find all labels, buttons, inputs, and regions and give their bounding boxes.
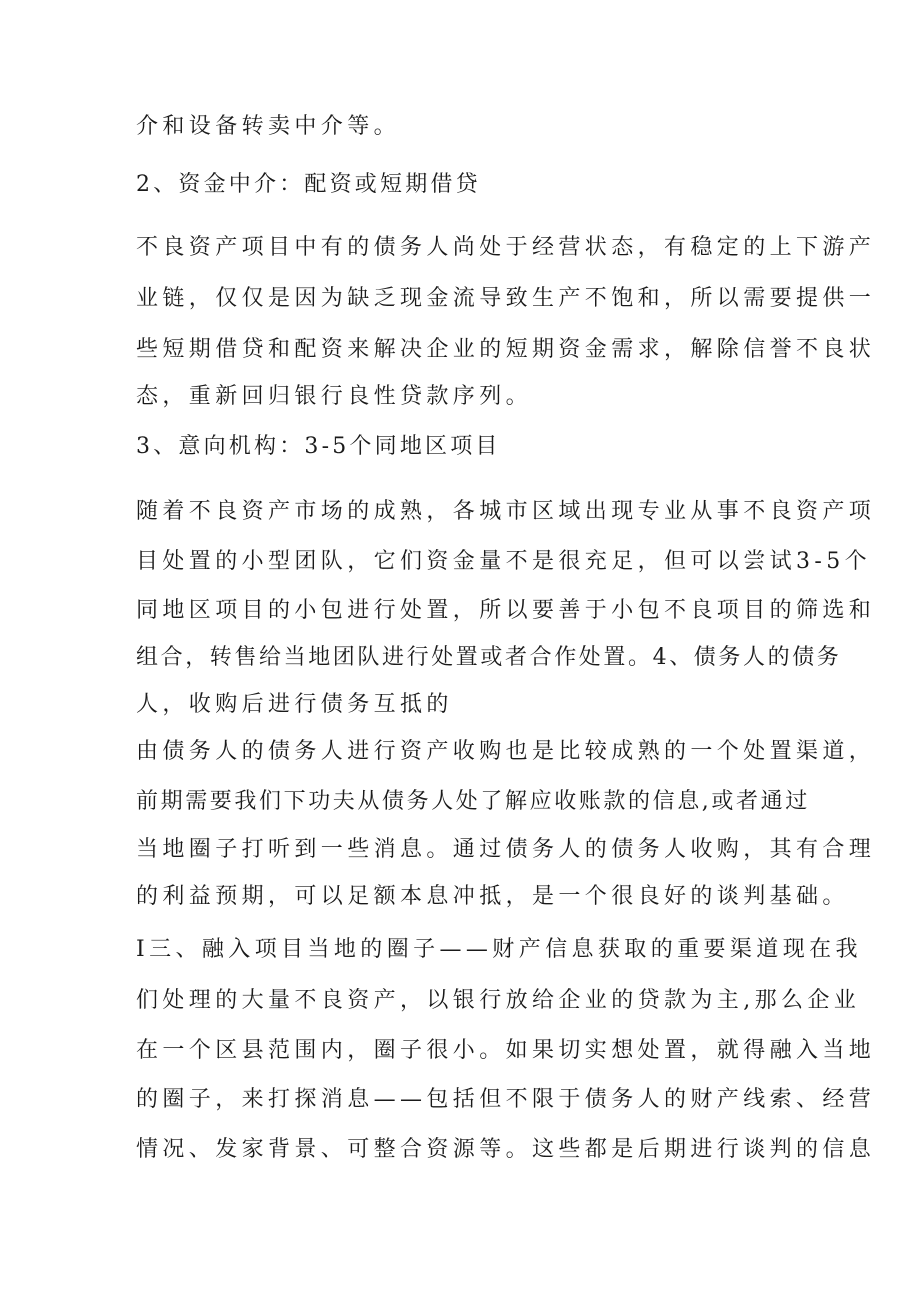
paragraph-line: 人，收购后进行债务互抵的 bbox=[136, 692, 453, 717]
paragraph-line: 当地圈子打听到一些消息。通过债务人的债务人收购，其有合理 bbox=[136, 837, 876, 862]
paragraph-line: 目处置的小型团队，它们资金量不是很充足，但可以尝试3-5个 bbox=[136, 549, 872, 574]
paragraph-line: 介和设备转卖中介等。 bbox=[136, 114, 401, 139]
paragraph-line: 些短期借贷和配资来解决企业的短期资金需求，解除信誉不良状 bbox=[136, 337, 876, 362]
paragraph-line: 情况、发家背景、可整合资源等。这些都是后期进行谈判的信息 bbox=[136, 1137, 876, 1162]
paragraph-line: 的利益预期，可以足额本息冲抵，是一个很良好的谈判基础。 bbox=[136, 884, 849, 909]
paragraph-line: 随着不良资产市场的成熟，各城市区域出现专业从事不良资产项 bbox=[136, 499, 876, 524]
paragraph-line: 不良资产项目中有的债务人尚处于经营状态，有稳定的上下游产 bbox=[136, 235, 876, 260]
paragraph-line: 在一个区县范围内，圈子很小。如果切实想处置，就得融入当地 bbox=[136, 1038, 876, 1063]
paragraph-line: 同地区项目的小包进行处置，所以要善于小包不良项目的筛选和 bbox=[136, 598, 876, 623]
paragraph-line: 的圈子，来打探消息——包括但不限于债务人的财产线索、经营 bbox=[136, 1087, 876, 1112]
paragraph-line: 组合，转售给当地团队进行处置或者合作处置。4、债务人的债务 bbox=[136, 645, 842, 670]
paragraph-line: 们处理的大量不良资产，以银行放给企业的贷款为主,那么企业 bbox=[136, 988, 861, 1013]
paragraph-line: 前期需要我们下功夫从债务人处了解应收账款的信息,或者通过 bbox=[136, 789, 810, 814]
paragraph-line: 态，重新回归银行良性贷款序列。 bbox=[136, 384, 533, 409]
paragraph-line: 由债务人的债务人进行资产收购也是比较成熟的一个处置渠道， bbox=[136, 739, 876, 764]
section-heading: 2、资金中介：配资或短期借贷 bbox=[136, 172, 481, 197]
section-heading: 3、意向机构：3-5个同地区项目 bbox=[136, 434, 501, 459]
section-heading: I三、融入项目当地的圈子——财产信息获取的重要渠道现在我 bbox=[136, 937, 862, 962]
paragraph-line: 业链，仅仅是因为缺乏现金流导致生产不饱和，所以需要提供一 bbox=[136, 286, 876, 311]
